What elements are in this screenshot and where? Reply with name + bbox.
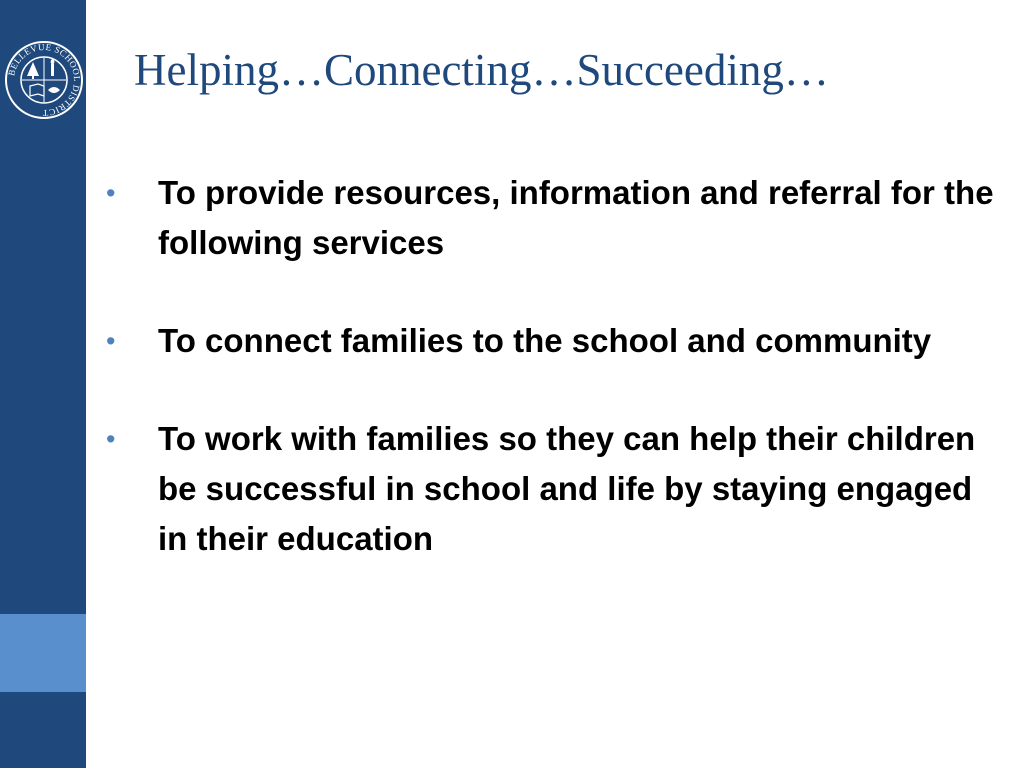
bullet-item [104,414,1004,564]
bullet-marker: • [106,424,116,454]
bullet-list [104,168,1004,612]
school-district-seal-icon [4,40,84,120]
svg-text:BELLEVUE SCHOOL DISTRICT: BELLEVUE SCHOOL DISTRICT [6,41,83,119]
bullet-text: To provide resources, information and referral for the following services [158,174,994,261]
sidebar-accent-block [0,614,86,692]
bullet-item [104,168,1004,268]
bullet-text: To connect families to the school and community [158,322,932,359]
bullet-marker: • [106,326,116,356]
bullet-text: To work with families so they can help their children be successful in school and life by staying engaged in their education [158,420,976,557]
slide-title: Helping…Connecting…Succeeding… [134,45,829,95]
bullet-marker: • [106,178,116,208]
bullet-item [104,316,1004,366]
